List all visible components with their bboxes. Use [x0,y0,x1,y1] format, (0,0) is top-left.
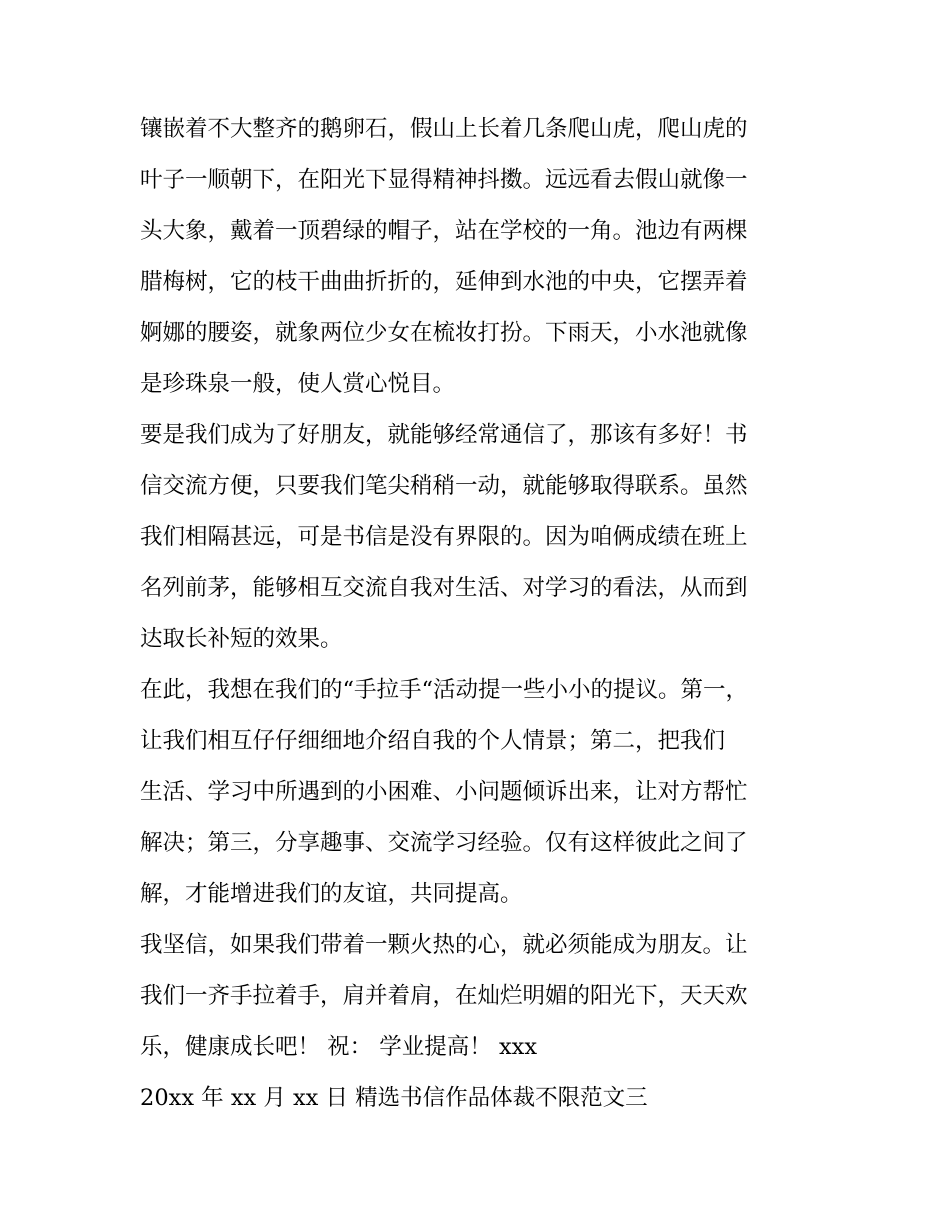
text-line: 我们相隔甚远，可是书信是没有界限的。因为咱俩成绩在班上 [140,524,748,550]
document-body [140,104,812,1124]
text-line: 镶嵌着不大整齐的鹅卵石，假山上长着几条爬山虎，爬山虎的 [140,116,748,142]
text-line: 名列前茅，能够相互交流自我对生活、对学习的看法，从而到 [140,575,748,601]
text-line: 叶子一顺朝下，在阳光下显得精神抖擞。远远看去假山就像一 [140,167,748,193]
text-line: 达取长补短的效果。 [140,626,343,652]
text-line: 在此，我想在我们的“手拉手“活动提一些小小的提议。第一， [140,677,749,703]
text-line: 我坚信，如果我们带着一颗火热的心，就必须能成为朋友。让 [140,932,748,958]
text-line: 乐，健康成长吧！ 祝： 学业提高！ xxx [140,1034,538,1060]
text-line: 婀娜的腰姿，就象两位少女在梳妆打扮。下雨天，小水池就像 [140,320,748,346]
text-line: 头大象，戴着一顶碧绿的帽子，站在学校的一角。池边有两棵 [140,218,748,244]
text-line: 要是我们成为了好朋友，就能够经常通信了，那该有多好！书 [140,422,748,448]
text-line: 20xx 年 xx 月 xx 日 精选书信作品体裁不限范文三 [140,1085,648,1111]
text-line: 解决；第三，分享趣事、交流学习经验。仅有这样彼此之间了 [140,830,748,856]
text-line: 腊梅树，它的枝干曲曲折折的，延伸到水池的中央，它摆弄着 [140,269,748,295]
text-line: 我们一齐手拉着手，肩并着肩，在灿烂明媚的阳光下，天天欢 [140,983,748,1009]
text-line: 让我们相互仔仔细细地介绍自我的个人情景；第二，把我们 [140,728,726,754]
text-line: 解，才能增进我们的友谊，共同提高。 [140,881,523,907]
text-line: 信交流方便，只要我们笔尖稍稍一动，就能够取得联系。虽然 [140,473,748,499]
text-line: 生活、学习中所遇到的小困难、小问题倾诉出来，让对方帮忙 [140,779,748,805]
text-line: 是珍珠泉一般，使人赏心悦目。 [140,371,456,397]
